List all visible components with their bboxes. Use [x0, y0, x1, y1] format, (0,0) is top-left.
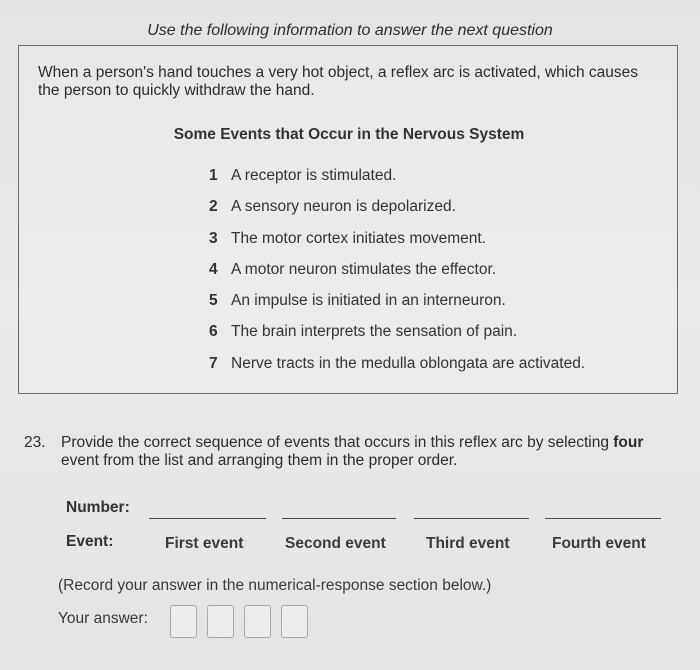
event-number: 5 — [209, 292, 218, 310]
event-text: A sensory neuron is depolarized. — [231, 198, 456, 216]
answer-blank-4[interactable] — [545, 518, 661, 519]
record-note: (Record your answer in the numerical-response section below.) — [58, 577, 492, 594]
ordinal-first: First event — [165, 535, 244, 552]
question-number: 23. — [24, 434, 46, 451]
number-label: Number: — [66, 499, 130, 516]
event-list — [209, 167, 585, 386]
answer-label: Your answer: — [58, 610, 148, 627]
ordinal-fourth: Fourth event — [552, 535, 646, 552]
ordinal-third: Third event — [426, 535, 510, 552]
event-label: Event: — [66, 533, 114, 550]
answer-box-2[interactable] — [207, 605, 234, 638]
intro-text: Use the following information to answer the next question — [147, 22, 553, 39]
information-box — [18, 45, 678, 394]
event-item — [209, 355, 585, 386]
event-text: The motor cortex initiates movement. — [231, 229, 486, 247]
answer-blank-1[interactable] — [149, 518, 266, 519]
event-number: 6 — [209, 323, 218, 341]
event-text: An impulse is initiated in an interneuron. — [231, 292, 506, 310]
answer-box-4[interactable] — [281, 605, 308, 638]
question-text — [61, 434, 661, 470]
event-item — [209, 167, 585, 198]
answer-box-3[interactable] — [244, 605, 271, 638]
event-text: A motor neuron stimulates the effector. — [231, 260, 497, 278]
event-number: 1 — [209, 167, 218, 184]
event-number: 2 — [209, 198, 218, 216]
event-item — [209, 261, 585, 292]
event-item — [209, 230, 585, 261]
event-item — [209, 323, 585, 354]
answer-blank-3[interactable] — [414, 518, 529, 519]
answer-box-1[interactable] — [170, 605, 197, 638]
ordinal-second: Second event — [285, 535, 386, 552]
question-text-part: Provide the correct sequence of events that occurs in this reflex arc by selecting — [61, 434, 614, 451]
event-text: Nerve tracts in the medulla oblongata are activated. — [231, 354, 586, 372]
event-item — [209, 198, 585, 229]
event-text: A receptor is stimulated. — [231, 167, 397, 184]
answer-blank-2[interactable] — [282, 518, 396, 519]
event-item — [209, 292, 585, 323]
event-number: 4 — [209, 260, 218, 278]
event-text: The brain interprets the sensation of pain. — [231, 323, 518, 341]
question-emphasis: four — [613, 434, 644, 451]
event-number: 7 — [209, 354, 218, 372]
question-text-part: event from the list and arranging them in the proper order. — [61, 452, 458, 469]
events-title: Some Events that Occur in the Nervous System — [173, 126, 525, 143]
event-number: 3 — [209, 229, 218, 247]
scenario-text: When a person's hand touches a very hot object, a reflex arc is activated, which causes the person to quickly withdraw the hand. — [38, 64, 639, 99]
